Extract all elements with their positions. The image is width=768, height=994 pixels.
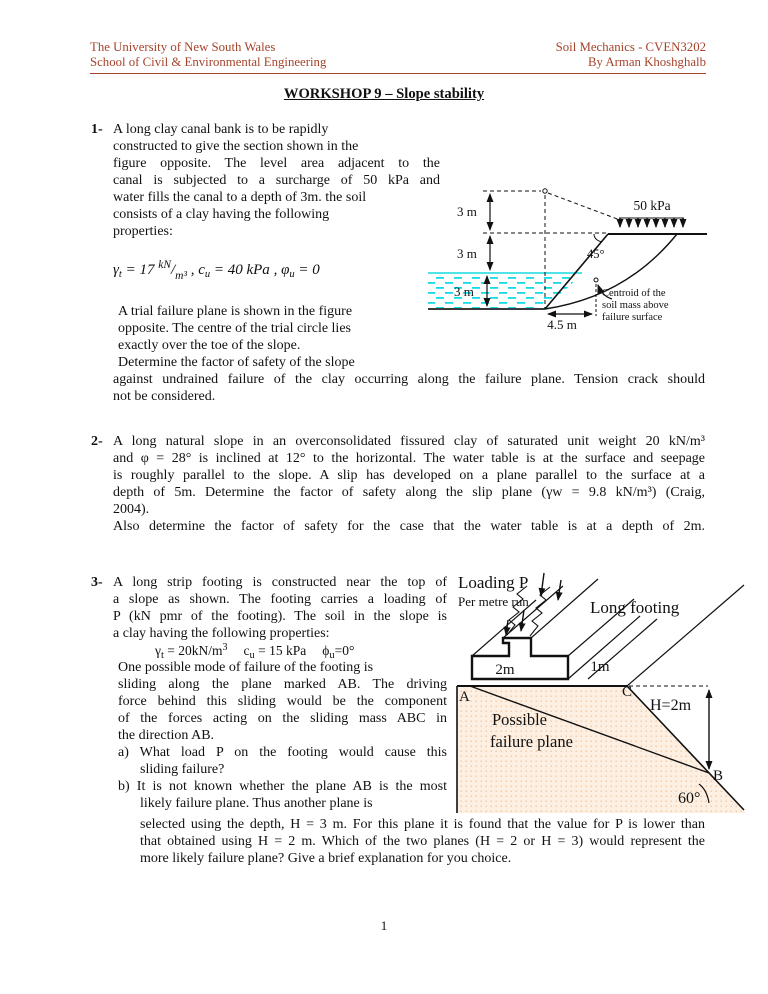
text-line: water fills the canal to a depth of 3m. the soil [113, 190, 367, 205]
props-gamma-sub: t [160, 650, 164, 661]
text-line: sliding failure? [140, 762, 225, 777]
props-gamma-sup: 3 [222, 642, 228, 653]
height-label: H=2m [650, 697, 692, 714]
header-left [90, 40, 420, 70]
problem3-item-a [118, 744, 447, 778]
text-line: a clay having the following properties: [113, 626, 330, 641]
page-number: 1 [380, 918, 388, 933]
text-line: b) It is not known whether the plane AB is the most [118, 779, 447, 794]
problem1-paragraph-2 [118, 303, 440, 371]
problem3-paragraph-2 [118, 659, 447, 744]
problem3-paragraph-1 [113, 574, 447, 642]
eq-unit-denominator: m³ [175, 270, 187, 282]
text-line: One possible mode of failure of the footing is [118, 660, 374, 675]
text-line: more likely failure plane? Give a brief explanation for you choice. [140, 851, 512, 866]
eq-unit-slash: / [171, 262, 176, 278]
text-line: Also determine the factor of safety for the case that the water table is at a depth of 2m. [113, 519, 705, 534]
text-line: is roughly parallel to the slope. A slip has developed on a plane parallel to the surface at a [113, 468, 705, 483]
eq-phi: φ [281, 262, 290, 278]
text-line: that obtained using H = 2 m. Which of the two planes (H = 2 or H = 3) would represent the [140, 834, 705, 849]
text-line: canal is subjected to a surcharge of 50 kPa and [113, 173, 440, 188]
problem1-equation [113, 259, 320, 282]
props-c-value: = 15 kPa [254, 643, 307, 658]
centroid-label-line3: failure surface [602, 312, 663, 323]
surcharge-arrows [619, 218, 684, 227]
eq-unit-numerator: kN [158, 259, 171, 271]
header-rule [90, 73, 706, 74]
header-right [420, 40, 706, 70]
text-line: figure opposite. The level area adjacent to the [113, 156, 440, 171]
centroid-label-line1: Centroid of the [602, 288, 666, 299]
dim-3m-top-label: 3 m [457, 204, 477, 219]
page-title: WORKSHOP 9 – Slope stability [283, 86, 485, 102]
problem3-number: 3- [91, 575, 103, 590]
eq-gamma-value: = 17 [121, 262, 159, 278]
text-line: not be considered. [113, 389, 216, 404]
text-line: A long strip footing is constructed near the top of [113, 575, 447, 590]
text-line: depth of 5m. Determine the factor of safety along the slip plane (γw = 9.8 kN/m³) (Craig, [113, 485, 705, 500]
text-line: constructed to give the section shown in the [113, 139, 359, 154]
point-a-label: A [459, 689, 470, 705]
text-line: selected using the depth, H = 3 m. For this plane it is found that the value for P is lower than [140, 817, 705, 832]
text-line: a) What load P on the footing would cause this [118, 745, 447, 760]
footing-slope-figure [450, 570, 748, 818]
centroid-label-line2: soil mass above [602, 300, 669, 311]
text-line: properties: [113, 224, 173, 239]
canal-section-figure [426, 180, 720, 340]
offset-label: 1m [590, 659, 610, 675]
point-c-label: C [622, 684, 633, 700]
problem1-paragraph-3 [113, 371, 705, 405]
text-line: Determine the factor of safety of the slope [118, 355, 355, 370]
slope-angle-label: 60° [678, 790, 701, 807]
props-c: c [243, 643, 250, 658]
problem1-paragraph-1 [113, 121, 440, 240]
text-line: likely failure plane. Thus another plane is [140, 796, 373, 811]
per-metre-label: Per metre run [458, 594, 529, 609]
problem3-paragraph-3 [140, 816, 705, 867]
long-footing-label: Long footing [590, 598, 680, 617]
text-line: exactly over the toe of the slope. [118, 338, 301, 353]
loading-label: Loading P [458, 573, 529, 592]
eq-separator-1: , [186, 262, 199, 278]
text-line: and φ = 28° is inclined at 12° to the horizontal. The water table is at the surface and seepage [113, 451, 705, 466]
text-line: force behind this sliding would be the component [118, 694, 447, 709]
props-gamma-value: = 20kN/m [163, 643, 223, 658]
trial-circle-radius-dashed [548, 193, 620, 220]
problem2-number: 2- [91, 434, 103, 449]
props-gamma: γ [155, 643, 161, 658]
text-line: against undrained failure of the clay occurring along the failure plane. Tension crack should [113, 372, 705, 387]
text-line: A long clay canal bank is to be rapidly [113, 122, 329, 137]
slope-face [545, 234, 608, 309]
eq-phi-value: = 0 [294, 262, 320, 278]
trial-circle-centre [543, 189, 547, 193]
header-org-line1: The University of New South Wales [90, 40, 276, 54]
failure-plane-label-line2: failure plane [490, 732, 573, 751]
eq-gamma: γ [113, 262, 119, 278]
text-line: sliding along the plane marked AB. The driving [118, 677, 447, 692]
eq-gamma-sub: t [118, 269, 122, 280]
text-line: opposite. The centre of the trial circle lies [118, 321, 351, 336]
failure-plane-label-line1: Possible [492, 710, 548, 729]
props-c-sub: u [249, 650, 255, 661]
text-line: consists of a clay having the following [113, 207, 330, 222]
text-line: a slope as shown. The footing carries a loading of [113, 592, 447, 607]
footing-width-label: 2m [495, 662, 515, 678]
surcharge-label: 50 kPa [633, 198, 671, 213]
eq-c-value: = 40 kPa [210, 262, 270, 278]
header-author: By Arman Khoshghalb [587, 55, 706, 69]
problem1-number: 1- [91, 122, 103, 137]
problem3-item-b [118, 778, 447, 812]
dim-3m-mid-label: 3 m [457, 246, 477, 261]
eq-c-sub: u [204, 269, 211, 280]
eq-separator-2: , [269, 262, 282, 278]
point-b-label: B [713, 768, 724, 784]
text-line: P (kN pmr of the footing). The soil in the slope is [113, 609, 447, 624]
header-org-line2: School of Civil & Environmental Engineering [90, 55, 327, 69]
problem2-paragraph [113, 433, 705, 535]
slope-angle-arc [594, 234, 602, 242]
dim-3m-water-label: 3 m [454, 284, 474, 299]
text-line: of the forces acting on the sliding mass ABC in [118, 711, 447, 726]
props-phi-value: =0° [334, 643, 355, 658]
header-course: Soil Mechanics - CVEN3202 [555, 40, 706, 54]
eq-phi-sub: u [289, 269, 295, 280]
text-line: A long natural slope in an overconsolidated fissured clay of saturated unit weight 20 kN/m³ [113, 434, 705, 449]
base-dim-label: 4.5 m [547, 317, 577, 332]
props-phi-sub: u [329, 650, 335, 661]
text-line: the direction AB. [118, 728, 215, 743]
props-phi: ϕ [322, 643, 330, 658]
slope-angle-label: 45° [587, 247, 605, 261]
centroid-marker [594, 278, 598, 282]
text-line: A trial failure plane is shown in the figure [118, 304, 353, 319]
text-line: 2004). [113, 502, 150, 517]
eq-c: c [198, 262, 205, 278]
